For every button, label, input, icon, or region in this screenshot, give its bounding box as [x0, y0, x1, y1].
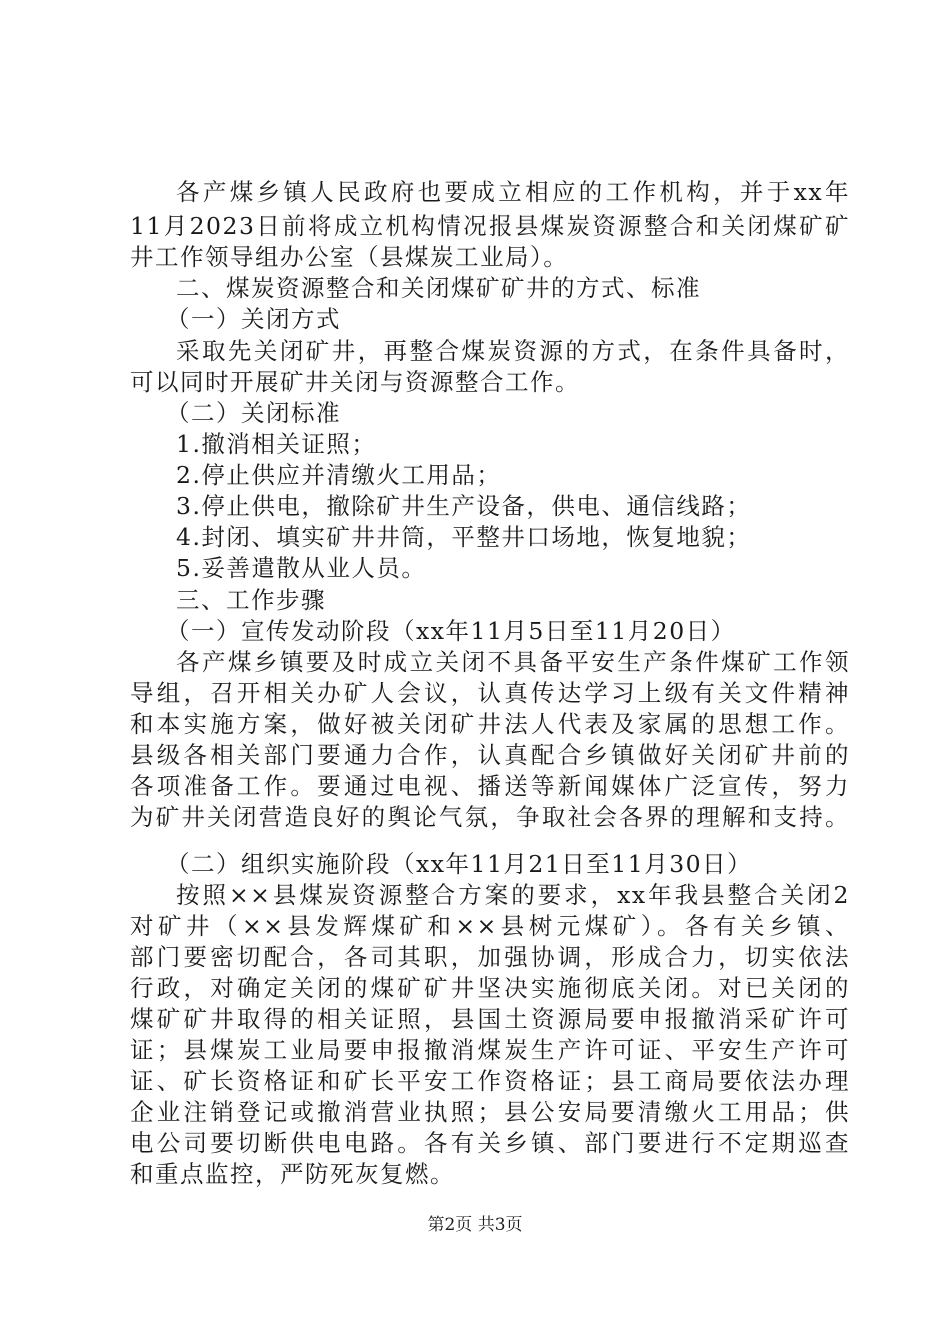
list-item: 3.停止供电，撤除矿井生产设备，供电、通信线路；: [176, 492, 752, 520]
section-heading: 三、工作步骤: [176, 586, 326, 614]
paragraph-line: 为矿井关闭营造良好的舆论气氛，争取社会各界的理解和支持。: [130, 803, 850, 831]
list-item: 1.撤消相关证照；: [176, 430, 377, 458]
paragraph-line: 证；县煤炭工业局要申报撤消煤炭生产许可证、平安生产许可: [130, 1036, 850, 1064]
paragraph-line: 各项准备工作。要通过电视、播送等新闻媒体广泛宣传，努力: [130, 772, 850, 800]
paragraph-line: 和重点监控，严防死灰复燃。: [130, 1160, 455, 1188]
paragraph-line: 11月2023日前将成立机构情况报县煤炭资源整合和关闭煤矿矿: [130, 212, 850, 240]
paragraph-line: 和本实施方案，做好被关闭矿井法人代表及家属的思想工作。: [130, 710, 850, 738]
subsection-heading: （一）关闭方式: [166, 305, 341, 333]
paragraph-line: 按照××县煤炭资源整合方案的要求，xx年我县整合关闭2: [176, 881, 850, 909]
paragraph-line: 电公司要切断供电电路。各有关乡镇、部门要进行不定期巡查: [130, 1129, 850, 1157]
list-item: 2.停止供应并清缴火工用品；: [176, 461, 502, 489]
paragraph-line: 县级各相关部门要通力合作，认真配合乡镇做好关闭矿井前的: [130, 741, 850, 769]
subsection-heading: （二）关闭标准: [166, 399, 341, 427]
paragraph-line: 井工作领导组办公室（县煤炭工业局）。: [130, 243, 569, 271]
paragraph-line: 导组，召开相关办矿人会议，认真传达学习上级有关文件精神: [130, 679, 850, 707]
paragraph-line: 采取先关闭矿井，再整合煤炭资源的方式，在条件具备时，: [176, 337, 850, 365]
paragraph-line: 证、矿长资格证和矿长平安工作资格证；县工商局要依法办理: [130, 1067, 850, 1095]
subsection-heading: （一）宣传发动阶段（xx年11月5日至11月20日）: [166, 617, 736, 645]
paragraph-line: 煤矿矿井取得的相关证照，县国土资源局要申报撤消采矿许可: [130, 1005, 850, 1033]
paragraph-line: 部门要密切配合，各司其职，加强协调，形成合力，切实依法: [130, 943, 850, 971]
list-item: 4.封闭、填实矿井井筒，平整井口场地，恢复地貌；: [176, 523, 752, 551]
paragraph-line: 行政，对确定关闭的煤矿矿井坚决实施彻底关闭。对已关闭的: [130, 974, 850, 1002]
page-number: 第2页 共3页: [427, 1215, 523, 1235]
paragraph-line: 各产煤乡镇要及时成立关闭不具备平安生产条件煤矿工作领: [176, 648, 850, 676]
subsection-heading: （二）组织实施阶段（xx年11月21日至11月30日）: [166, 850, 753, 878]
list-item: 5.妥善遣散从业人员。: [176, 554, 427, 582]
section-heading: 二、煤炭资源整合和关闭煤矿矿井的方式、标准: [176, 274, 701, 302]
paragraph-line: 企业注销登记或撤消营业执照；县公安局要清缴火工用品；供: [130, 1098, 850, 1126]
paragraph-line: 对矿井（××县发辉煤矿和××县树元煤矿）。各有关乡镇、: [130, 912, 850, 940]
paragraph-line: 可以同时开展矿井关闭与资源整合工作。: [130, 368, 580, 396]
paragraph-line: 各产煤乡镇人民政府也要成立相应的工作机构，并于xx年: [176, 178, 850, 206]
